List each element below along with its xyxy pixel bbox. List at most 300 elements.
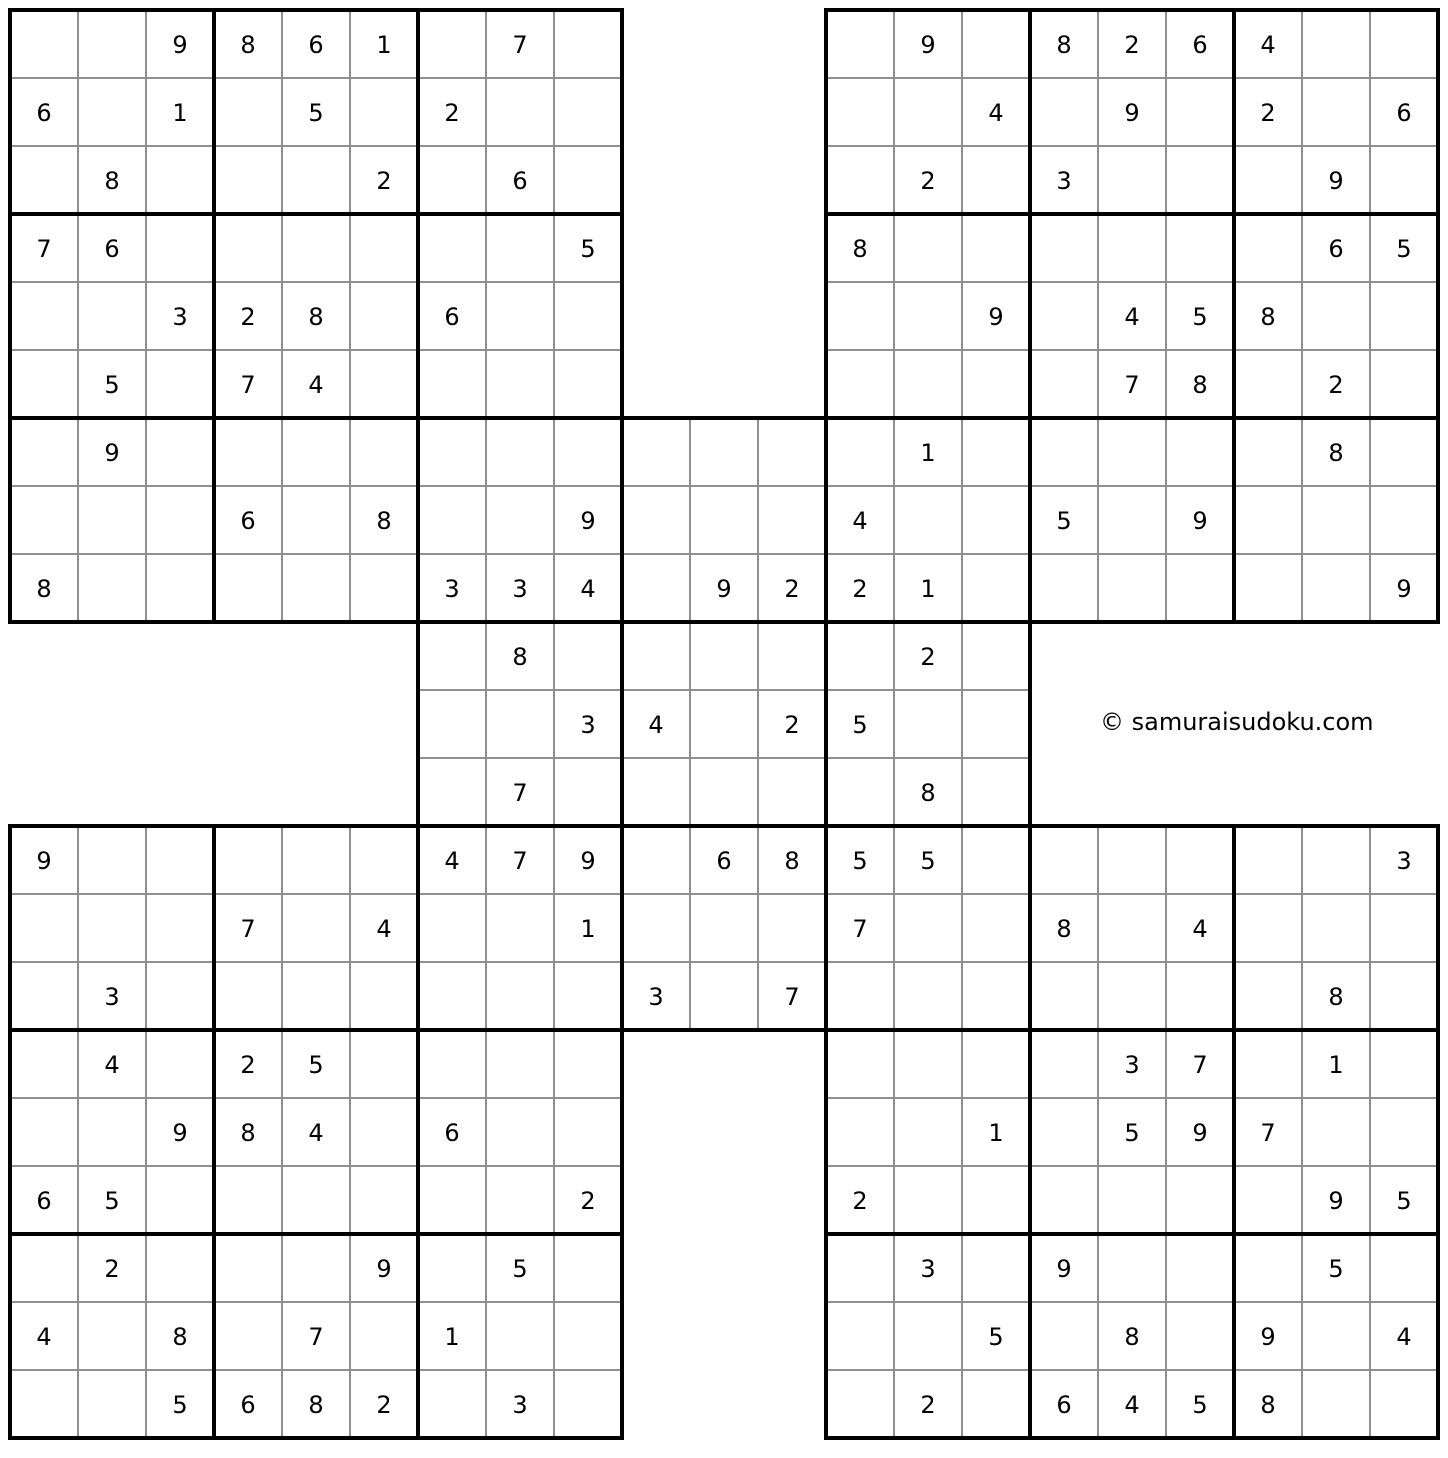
- sudoku-cell[interactable]: [826, 758, 894, 826]
- sudoku-cell[interactable]: [894, 78, 962, 146]
- given-digit: 4: [852, 507, 868, 535]
- given-digit: 5: [1192, 303, 1208, 331]
- given-digit: 2: [1260, 99, 1276, 127]
- sudoku-cell[interactable]: [350, 350, 418, 418]
- sudoku-cell[interactable]: [1234, 894, 1302, 962]
- sudoku-cell[interactable]: [1166, 1234, 1234, 1302]
- sudoku-cell[interactable]: [214, 554, 282, 622]
- sudoku-cell[interactable]: [894, 894, 962, 962]
- given-digit: 5: [172, 1391, 188, 1419]
- sudoku-cell[interactable]: [690, 894, 758, 962]
- sudoku-cell[interactable]: [146, 894, 214, 962]
- sudoku-cell[interactable]: [1030, 1030, 1098, 1098]
- sudoku-cell[interactable]: [1234, 962, 1302, 1030]
- sudoku-cell[interactable]: [350, 214, 418, 282]
- given-digit: 4: [988, 99, 1004, 127]
- sudoku-cell[interactable]: [350, 1302, 418, 1370]
- sudoku-cell[interactable]: [214, 418, 282, 486]
- sudoku-cell[interactable]: [78, 10, 146, 78]
- sudoku-cell[interactable]: [1370, 1030, 1438, 1098]
- given-digit: 3: [1396, 847, 1412, 875]
- sudoku-cell[interactable]: [1302, 10, 1370, 78]
- sudoku-cell[interactable]: [10, 282, 78, 350]
- given-digit: 7: [1260, 1119, 1276, 1147]
- given-digit: 5: [104, 1187, 120, 1215]
- given-digit: 1: [172, 99, 188, 127]
- sudoku-cell[interactable]: [962, 1030, 1030, 1098]
- sudoku-cell[interactable]: [10, 10, 78, 78]
- given-digit: 7: [512, 847, 528, 875]
- sudoku-cell[interactable]: [1098, 826, 1166, 894]
- sudoku-cell[interactable]: [1370, 282, 1438, 350]
- given-digit: 8: [1192, 371, 1208, 399]
- sudoku-cell[interactable]: [1166, 1302, 1234, 1370]
- sudoku-cell[interactable]: [78, 1370, 146, 1438]
- sudoku-cell[interactable]: [10, 1030, 78, 1098]
- sudoku-cell[interactable]: [1370, 1098, 1438, 1166]
- sudoku-cell[interactable]: [214, 1302, 282, 1370]
- given-digit: 2: [1124, 31, 1140, 59]
- sudoku-cell[interactable]: [418, 350, 486, 418]
- sudoku-cell[interactable]: [78, 826, 146, 894]
- sudoku-cell[interactable]: [1302, 826, 1370, 894]
- given-digit: 6: [1328, 235, 1344, 263]
- sudoku-cell[interactable]: [894, 486, 962, 554]
- given-digit: 3: [172, 303, 188, 331]
- sudoku-cell[interactable]: [282, 1166, 350, 1234]
- given-digit: 9: [920, 31, 936, 59]
- sudoku-cell[interactable]: [282, 486, 350, 554]
- sudoku-cell[interactable]: [282, 146, 350, 214]
- sudoku-cell[interactable]: [554, 350, 622, 418]
- given-digit: 5: [1328, 1255, 1344, 1283]
- given-digit: 8: [784, 847, 800, 875]
- given-digit: 9: [172, 1119, 188, 1147]
- sudoku-cell[interactable]: [1166, 418, 1234, 486]
- sudoku-cell[interactable]: [418, 622, 486, 690]
- given-digit: 2: [1328, 371, 1344, 399]
- sudoku-cell[interactable]: [146, 826, 214, 894]
- sudoku-cell[interactable]: [1030, 214, 1098, 282]
- sudoku-cell[interactable]: [690, 962, 758, 1030]
- sudoku-cell[interactable]: [1370, 146, 1438, 214]
- sudoku-cell[interactable]: [894, 1030, 962, 1098]
- sudoku-cell[interactable]: [962, 1166, 1030, 1234]
- sudoku-cell[interactable]: [962, 1234, 1030, 1302]
- given-digit: 2: [784, 711, 800, 739]
- sudoku-cell[interactable]: [486, 962, 554, 1030]
- sudoku-cell[interactable]: [350, 1098, 418, 1166]
- sudoku-cell[interactable]: [282, 962, 350, 1030]
- sudoku-cell[interactable]: [1166, 78, 1234, 146]
- sudoku-cell[interactable]: [1234, 1234, 1302, 1302]
- sudoku-cell[interactable]: [554, 1302, 622, 1370]
- given-digit: 4: [580, 575, 596, 603]
- sudoku-cell[interactable]: [758, 758, 826, 826]
- sudoku-cell[interactable]: [146, 486, 214, 554]
- sudoku-cell[interactable]: [1370, 486, 1438, 554]
- sudoku-cell[interactable]: [962, 418, 1030, 486]
- sudoku-cell[interactable]: [1030, 1098, 1098, 1166]
- given-digit: 5: [104, 371, 120, 399]
- sudoku-cell[interactable]: [418, 1166, 486, 1234]
- sudoku-cell[interactable]: [1302, 894, 1370, 962]
- sudoku-cell[interactable]: [690, 622, 758, 690]
- sudoku-cell[interactable]: [214, 962, 282, 1030]
- given-digit: 8: [36, 575, 52, 603]
- given-digit: 6: [36, 99, 52, 127]
- sudoku-cell[interactable]: [418, 894, 486, 962]
- sudoku-cell[interactable]: [758, 622, 826, 690]
- sudoku-cell[interactable]: [962, 10, 1030, 78]
- given-digit: 9: [172, 31, 188, 59]
- sudoku-cell[interactable]: [554, 418, 622, 486]
- sudoku-cell[interactable]: [10, 1370, 78, 1438]
- sudoku-cell[interactable]: [10, 418, 78, 486]
- sudoku-cell[interactable]: [690, 690, 758, 758]
- sudoku-cell[interactable]: [894, 282, 962, 350]
- sudoku-cell[interactable]: [554, 758, 622, 826]
- sudoku-cell[interactable]: [622, 826, 690, 894]
- sudoku-cell[interactable]: [350, 418, 418, 486]
- sudoku-cell[interactable]: [826, 1370, 894, 1438]
- sudoku-cell[interactable]: [78, 894, 146, 962]
- sudoku-cell[interactable]: [1234, 418, 1302, 486]
- sudoku-cell[interactable]: [146, 962, 214, 1030]
- given-digit: 2: [376, 1391, 392, 1419]
- given-digit: 5: [1124, 1119, 1140, 1147]
- sudoku-cell[interactable]: [78, 78, 146, 146]
- sudoku-cell[interactable]: [1234, 1030, 1302, 1098]
- sudoku-cell[interactable]: [554, 78, 622, 146]
- sudoku-cell[interactable]: [214, 1166, 282, 1234]
- sudoku-cell[interactable]: [10, 1098, 78, 1166]
- sudoku-cell[interactable]: [962, 826, 1030, 894]
- sudoku-cell[interactable]: [214, 146, 282, 214]
- sudoku-cell[interactable]: [214, 78, 282, 146]
- sudoku-cell[interactable]: [1098, 486, 1166, 554]
- given-digit: 1: [920, 575, 936, 603]
- sudoku-cell[interactable]: [1234, 1166, 1302, 1234]
- sudoku-cell[interactable]: [1370, 1234, 1438, 1302]
- sudoku-cell[interactable]: [826, 282, 894, 350]
- sudoku-cell[interactable]: [10, 486, 78, 554]
- sudoku-cell[interactable]: [1098, 1166, 1166, 1234]
- given-digit: 7: [512, 31, 528, 59]
- sudoku-cell[interactable]: [486, 282, 554, 350]
- sudoku-cell[interactable]: [146, 554, 214, 622]
- sudoku-cell[interactable]: [146, 1030, 214, 1098]
- sudoku-cell[interactable]: [10, 1234, 78, 1302]
- sudoku-cell[interactable]: [486, 1166, 554, 1234]
- given-digit: 5: [580, 235, 596, 263]
- sudoku-cell[interactable]: [1302, 78, 1370, 146]
- sudoku-cell[interactable]: [282, 894, 350, 962]
- sudoku-cell[interactable]: [894, 214, 962, 282]
- sudoku-cell[interactable]: [894, 690, 962, 758]
- sudoku-cell[interactable]: [554, 962, 622, 1030]
- given-digit: 4: [1124, 1391, 1140, 1419]
- sudoku-cell[interactable]: [1166, 146, 1234, 214]
- sudoku-cell[interactable]: [486, 894, 554, 962]
- sudoku-cell[interactable]: [1234, 826, 1302, 894]
- sudoku-cell[interactable]: [894, 1166, 962, 1234]
- sudoku-cell[interactable]: [486, 418, 554, 486]
- sudoku-cell[interactable]: [826, 1234, 894, 1302]
- sudoku-cell[interactable]: [894, 962, 962, 1030]
- sudoku-cell[interactable]: [486, 1302, 554, 1370]
- sudoku-cell[interactable]: [78, 1098, 146, 1166]
- sudoku-cell[interactable]: [486, 1098, 554, 1166]
- sudoku-cell[interactable]: [554, 1098, 622, 1166]
- sudoku-cell[interactable]: [418, 758, 486, 826]
- sudoku-cell[interactable]: [1166, 1166, 1234, 1234]
- sudoku-cell[interactable]: [146, 1234, 214, 1302]
- sudoku-cell[interactable]: [418, 1234, 486, 1302]
- sudoku-cell[interactable]: [622, 554, 690, 622]
- given-digit: 5: [1396, 1187, 1412, 1215]
- given-digit: 2: [852, 575, 868, 603]
- sudoku-cell[interactable]: [758, 486, 826, 554]
- sudoku-cell[interactable]: [758, 418, 826, 486]
- given-digit: 8: [1260, 1391, 1276, 1419]
- sudoku-cell[interactable]: [1098, 962, 1166, 1030]
- sudoku-cell[interactable]: [826, 1098, 894, 1166]
- sudoku-cell[interactable]: [282, 554, 350, 622]
- given-digit: 7: [1124, 371, 1140, 399]
- sudoku-cell[interactable]: [214, 1234, 282, 1302]
- sudoku-cell[interactable]: [78, 486, 146, 554]
- sudoku-cell[interactable]: [1098, 146, 1166, 214]
- sudoku-cell[interactable]: [78, 554, 146, 622]
- sudoku-cell[interactable]: [1098, 418, 1166, 486]
- sudoku-cell[interactable]: [418, 418, 486, 486]
- given-digit: 7: [1192, 1051, 1208, 1079]
- sudoku-cell[interactable]: [1030, 350, 1098, 418]
- sudoku-cell[interactable]: [1302, 1098, 1370, 1166]
- given-digit: 8: [852, 235, 868, 263]
- sudoku-cell[interactable]: [894, 1302, 962, 1370]
- sudoku-cell[interactable]: [418, 962, 486, 1030]
- given-digit: 9: [1124, 99, 1140, 127]
- sudoku-cell[interactable]: [826, 622, 894, 690]
- sudoku-cell[interactable]: [10, 962, 78, 1030]
- sudoku-cell[interactable]: [1370, 1370, 1438, 1438]
- sudoku-cell[interactable]: [1030, 1166, 1098, 1234]
- given-digit: 2: [784, 575, 800, 603]
- sudoku-cell[interactable]: [962, 622, 1030, 690]
- given-digit: 3: [104, 983, 120, 1011]
- given-digit: 9: [716, 575, 732, 603]
- sudoku-cell[interactable]: [1302, 1370, 1370, 1438]
- sudoku-cell[interactable]: [146, 1166, 214, 1234]
- sudoku-cell[interactable]: [622, 622, 690, 690]
- sudoku-cell[interactable]: [554, 1234, 622, 1302]
- sudoku-cell[interactable]: [1370, 350, 1438, 418]
- sudoku-cell[interactable]: [418, 1030, 486, 1098]
- sudoku-cell[interactable]: [214, 826, 282, 894]
- sudoku-cell[interactable]: [1166, 214, 1234, 282]
- given-digit: 4: [1396, 1323, 1412, 1351]
- sudoku-cell[interactable]: [1098, 894, 1166, 962]
- given-digit: 9: [580, 507, 596, 535]
- sudoku-cell[interactable]: [1030, 962, 1098, 1030]
- given-digit: 4: [1124, 303, 1140, 331]
- sudoku-cell[interactable]: [1370, 894, 1438, 962]
- sudoku-cell[interactable]: [486, 214, 554, 282]
- sudoku-cell[interactable]: [350, 1166, 418, 1234]
- sudoku-cell[interactable]: [350, 78, 418, 146]
- given-digit: 5: [920, 847, 936, 875]
- sudoku-cell[interactable]: [826, 146, 894, 214]
- sudoku-cell[interactable]: [1370, 962, 1438, 1030]
- sudoku-cell[interactable]: [962, 486, 1030, 554]
- sudoku-cell[interactable]: [1234, 350, 1302, 418]
- sudoku-cell[interactable]: [350, 282, 418, 350]
- given-digit: 9: [1396, 575, 1412, 603]
- sudoku-cell[interactable]: [962, 690, 1030, 758]
- sudoku-cell[interactable]: [78, 1302, 146, 1370]
- given-digit: 3: [920, 1255, 936, 1283]
- sudoku-cell[interactable]: [554, 146, 622, 214]
- sudoku-cell[interactable]: [1030, 282, 1098, 350]
- sudoku-cell[interactable]: [554, 282, 622, 350]
- sudoku-cell[interactable]: [10, 146, 78, 214]
- sudoku-cell[interactable]: [962, 554, 1030, 622]
- sudoku-cell[interactable]: [1370, 10, 1438, 78]
- sudoku-cell[interactable]: [622, 418, 690, 486]
- sudoku-cell[interactable]: [826, 1030, 894, 1098]
- sudoku-cell[interactable]: [146, 214, 214, 282]
- given-digit: 8: [308, 303, 324, 331]
- sudoku-cell[interactable]: [146, 418, 214, 486]
- sudoku-cell[interactable]: [1166, 962, 1234, 1030]
- sudoku-cell[interactable]: [1234, 146, 1302, 214]
- given-digit: 8: [172, 1323, 188, 1351]
- sudoku-cell[interactable]: [1098, 1234, 1166, 1302]
- sudoku-cell[interactable]: [1030, 554, 1098, 622]
- sudoku-cell[interactable]: [1030, 1302, 1098, 1370]
- given-digit: 7: [240, 915, 256, 943]
- sudoku-cell[interactable]: [826, 78, 894, 146]
- sudoku-cell[interactable]: [622, 894, 690, 962]
- sudoku-cell[interactable]: [486, 690, 554, 758]
- given-digit: 4: [444, 847, 460, 875]
- sudoku-cell[interactable]: [418, 690, 486, 758]
- sudoku-cell[interactable]: [1302, 554, 1370, 622]
- sudoku-cell[interactable]: [350, 826, 418, 894]
- sudoku-cell[interactable]: [1030, 826, 1098, 894]
- sudoku-cell[interactable]: [350, 554, 418, 622]
- given-digit: 9: [1056, 1255, 1072, 1283]
- sudoku-cell[interactable]: [554, 10, 622, 78]
- sudoku-cell[interactable]: [826, 962, 894, 1030]
- sudoku-cell[interactable]: [962, 146, 1030, 214]
- sudoku-cell[interactable]: [146, 146, 214, 214]
- sudoku-cell[interactable]: [1030, 418, 1098, 486]
- sudoku-cell[interactable]: [1302, 282, 1370, 350]
- sudoku-cell[interactable]: [1098, 214, 1166, 282]
- sudoku-cell[interactable]: [418, 1370, 486, 1438]
- given-digit: 6: [444, 1119, 460, 1147]
- sudoku-cell[interactable]: [350, 1030, 418, 1098]
- sudoku-cell[interactable]: [418, 10, 486, 78]
- given-digit: 6: [444, 303, 460, 331]
- sudoku-cell[interactable]: [350, 962, 418, 1030]
- sudoku-cell[interactable]: [1030, 78, 1098, 146]
- sudoku-cell[interactable]: [894, 1098, 962, 1166]
- given-digit: 9: [988, 303, 1004, 331]
- sudoku-cell[interactable]: [962, 1370, 1030, 1438]
- sudoku-cell[interactable]: [1234, 554, 1302, 622]
- sudoku-cell[interactable]: [554, 1030, 622, 1098]
- sudoku-cell[interactable]: [826, 350, 894, 418]
- sudoku-cell[interactable]: [962, 758, 1030, 826]
- sudoku-cell[interactable]: [690, 418, 758, 486]
- sudoku-cell[interactable]: [962, 962, 1030, 1030]
- given-digit: 5: [1192, 1391, 1208, 1419]
- given-digit: 8: [512, 643, 528, 671]
- given-digit: 5: [1056, 507, 1072, 535]
- sudoku-cell[interactable]: [758, 894, 826, 962]
- given-digit: 8: [1328, 983, 1344, 1011]
- sudoku-cell[interactable]: [418, 486, 486, 554]
- sudoku-cell[interactable]: [146, 350, 214, 418]
- sudoku-cell[interactable]: [962, 214, 1030, 282]
- sudoku-cell[interactable]: [418, 214, 486, 282]
- sudoku-cell[interactable]: [554, 622, 622, 690]
- sudoku-cell[interactable]: [486, 486, 554, 554]
- given-digit: 9: [1260, 1323, 1276, 1351]
- sudoku-cell[interactable]: [962, 894, 1030, 962]
- sudoku-cell[interactable]: [1234, 214, 1302, 282]
- sudoku-cell[interactable]: [282, 214, 350, 282]
- sudoku-cell[interactable]: [1166, 826, 1234, 894]
- sudoku-cell[interactable]: [1234, 486, 1302, 554]
- given-digit: 1: [1328, 1051, 1344, 1079]
- sudoku-cell[interactable]: [486, 1030, 554, 1098]
- sudoku-cell[interactable]: [282, 1234, 350, 1302]
- sudoku-cell[interactable]: [1098, 554, 1166, 622]
- sudoku-cell[interactable]: [282, 418, 350, 486]
- sudoku-cell[interactable]: [690, 758, 758, 826]
- sudoku-cell[interactable]: [10, 350, 78, 418]
- sudoku-cell[interactable]: [486, 78, 554, 146]
- sudoku-cell[interactable]: [282, 826, 350, 894]
- sudoku-cell[interactable]: [1302, 486, 1370, 554]
- sudoku-cell[interactable]: [554, 1370, 622, 1438]
- sudoku-cell[interactable]: [622, 486, 690, 554]
- sudoku-cell[interactable]: [214, 214, 282, 282]
- sudoku-cell[interactable]: [826, 10, 894, 78]
- sudoku-cell[interactable]: [1166, 554, 1234, 622]
- sudoku-cell[interactable]: [78, 282, 146, 350]
- sudoku-cell[interactable]: [1370, 418, 1438, 486]
- sudoku-cell[interactable]: [418, 146, 486, 214]
- given-digit: 4: [308, 1119, 324, 1147]
- given-digit: 6: [240, 507, 256, 535]
- sudoku-cell[interactable]: [826, 418, 894, 486]
- sudoku-cell[interactable]: [826, 1302, 894, 1370]
- given-digit: 3: [1056, 167, 1072, 195]
- sudoku-cell[interactable]: [894, 350, 962, 418]
- sudoku-cell[interactable]: [1302, 1302, 1370, 1370]
- sudoku-cell[interactable]: [486, 350, 554, 418]
- sudoku-cell[interactable]: [10, 894, 78, 962]
- sudoku-cell[interactable]: [690, 486, 758, 554]
- sudoku-cell[interactable]: [622, 758, 690, 826]
- sudoku-cell[interactable]: [962, 350, 1030, 418]
